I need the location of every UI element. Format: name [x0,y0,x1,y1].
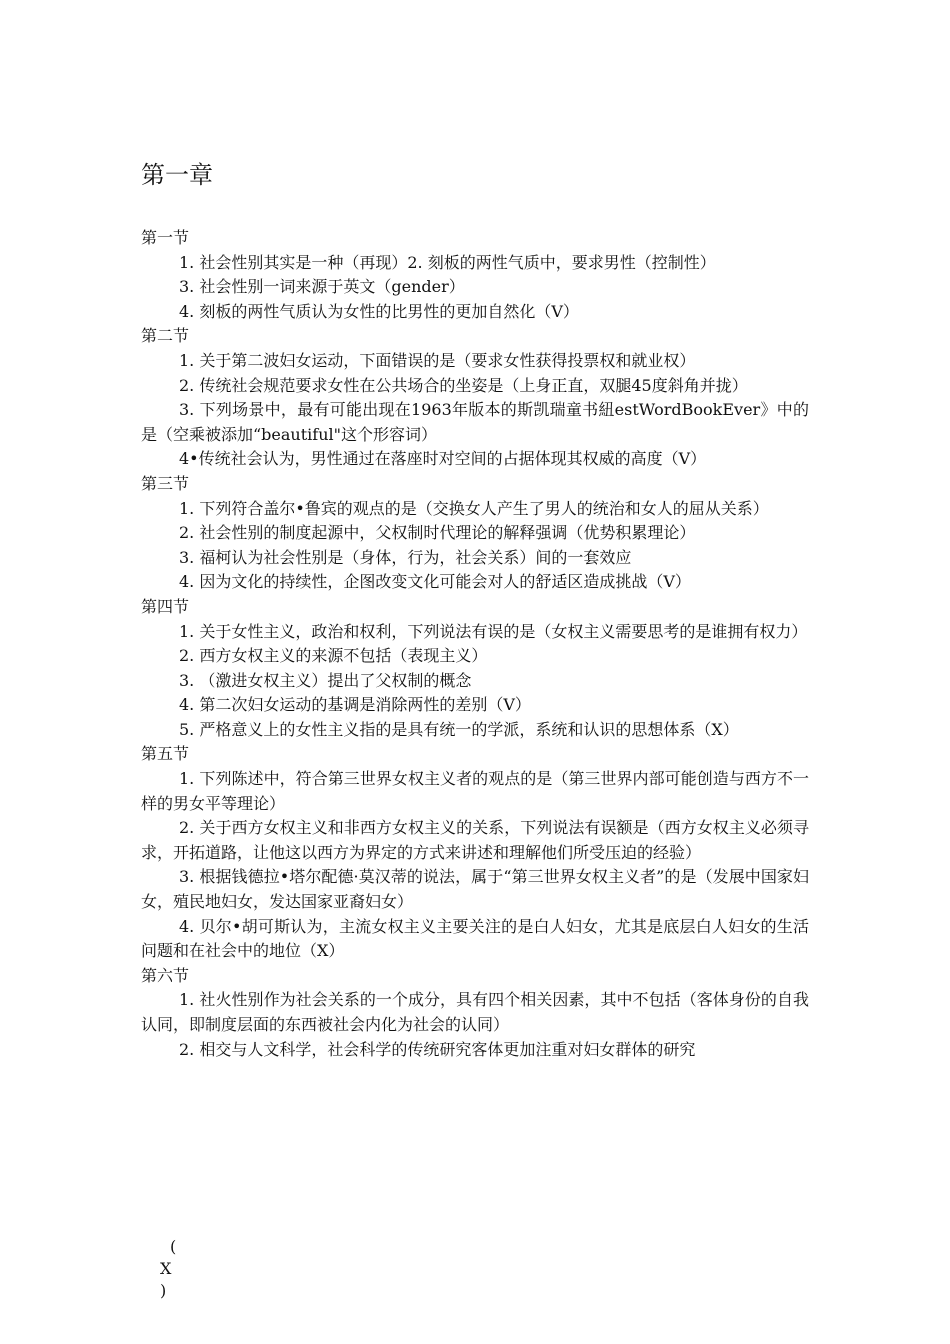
section-heading: 第二节 [141,326,190,346]
question-item: 1. 关于女性主义，政治和权利，下列说法有误的是（女权主义需要思考的是谁拥有权力） [179,621,808,641]
answer-close-paren: ) [160,1281,167,1300]
question-item: 3. 社会性别一词来源于英文（gender） [179,277,465,297]
question-item: 1. 社会性别其实是一种（再现）2. 刻板的两性气质中，要求男性（控制性） [179,252,716,272]
section-heading: 第五节 [141,744,190,764]
section-heading: 第一节 [141,228,190,247]
section-heading: 第三节 [141,473,190,493]
question-item: 1. 下列陈述中，符合第三世界女权主义者的观点的是（第三世界内部可能创造与西方不一样的男女平等理论） [141,769,809,813]
question-item: 4. 第二次妇女运动的基调是消除两性的差别（V） [179,695,531,715]
question-item: 3. 福柯认为社会性别是（身体，行为，社会关系）间的一套效应 [179,547,632,567]
chapter-title: 第一章 [141,161,213,189]
question-item: 2. 传统社会规范要求女性在公共场合的坐姿是（上身正直，双腿45度斜角并拢） [179,375,748,395]
section-heading: 第四节 [141,596,190,616]
section-heading: 第六节 [141,965,190,985]
question-item: 1. 下列符合盖尔•鲁宾的观点的是（交换女人产生了男人的统治和女人的屈从关系） [179,498,769,518]
answer-mark: X [160,1259,172,1278]
question-item: 1. 关于第二波妇女运动，下面错误的是（要求女性获得投票权和就业权） [179,350,696,370]
trailing-answer [158,1236,188,1302]
question-item: 4. 因为文化的持续性，企图改变文化可能会对人的舒适区造成挑战（V） [179,572,691,592]
question-item: 1. 社火性别作为社会关系的一个成分，具有四个相关因素，其中不包括（客体身份的自我认同，即制度层面的东西被社会内化为社会的认同） [141,990,809,1034]
question-item: 3. （激进女权主义）提出了父权制的概念 [179,670,472,690]
question-item: 2. 西方女权主义的来源不包括（表现主义） [179,646,488,666]
question-item: 3. 下列场景中，最有可能出现在1963年版本的斯凯瑞童书紐estWordBookEver》中的是（空乘被添加“beautiful"这个形容词） [141,400,809,444]
question-item: 4•传统社会认为，男性通过在落座时对空间的占据体现其权威的高度（V） [179,449,707,469]
question-item: 5. 严格意义上的女性主义指的是具有统一的学派，系统和认识的思想体系（X） [179,719,739,739]
question-item: 3. 根据钱德拉•塔尔配德·莫汉蒂的说法，属于“第三世界女权主义者”的是（发展中国家妇女，殖民地妇女，发达国家亚裔妇女） [141,867,809,912]
question-item: 2. 社会性别的制度起源中，父权制时代理论的解释强调（优势积累理论） [179,523,696,543]
question-item: 2. 相交与人文科学，社会科学的传统研究客体更加注重对妇女群体的研究 [179,1039,696,1059]
question-item: 4. 贝尔•胡可斯认为，主流女权主义主要关注的是白人妇女，尤其是底层白人妇女的生活问题和在社会中的地位（X） [141,916,809,961]
answer-open-paren: ( [170,1237,177,1256]
question-item: 2. 关于西方女权主义和非西方女权主义的关系，下列说法有误额是（西方女权主义必须寻求，开拓道路，让他这以西方为界定的方式来讲述和理解他们所受压迫的经验） [141,818,809,862]
question-item: 4. 刻板的两性气质认为女性的比男性的更加自然化（V） [179,301,579,321]
document-body [141,226,809,1062]
